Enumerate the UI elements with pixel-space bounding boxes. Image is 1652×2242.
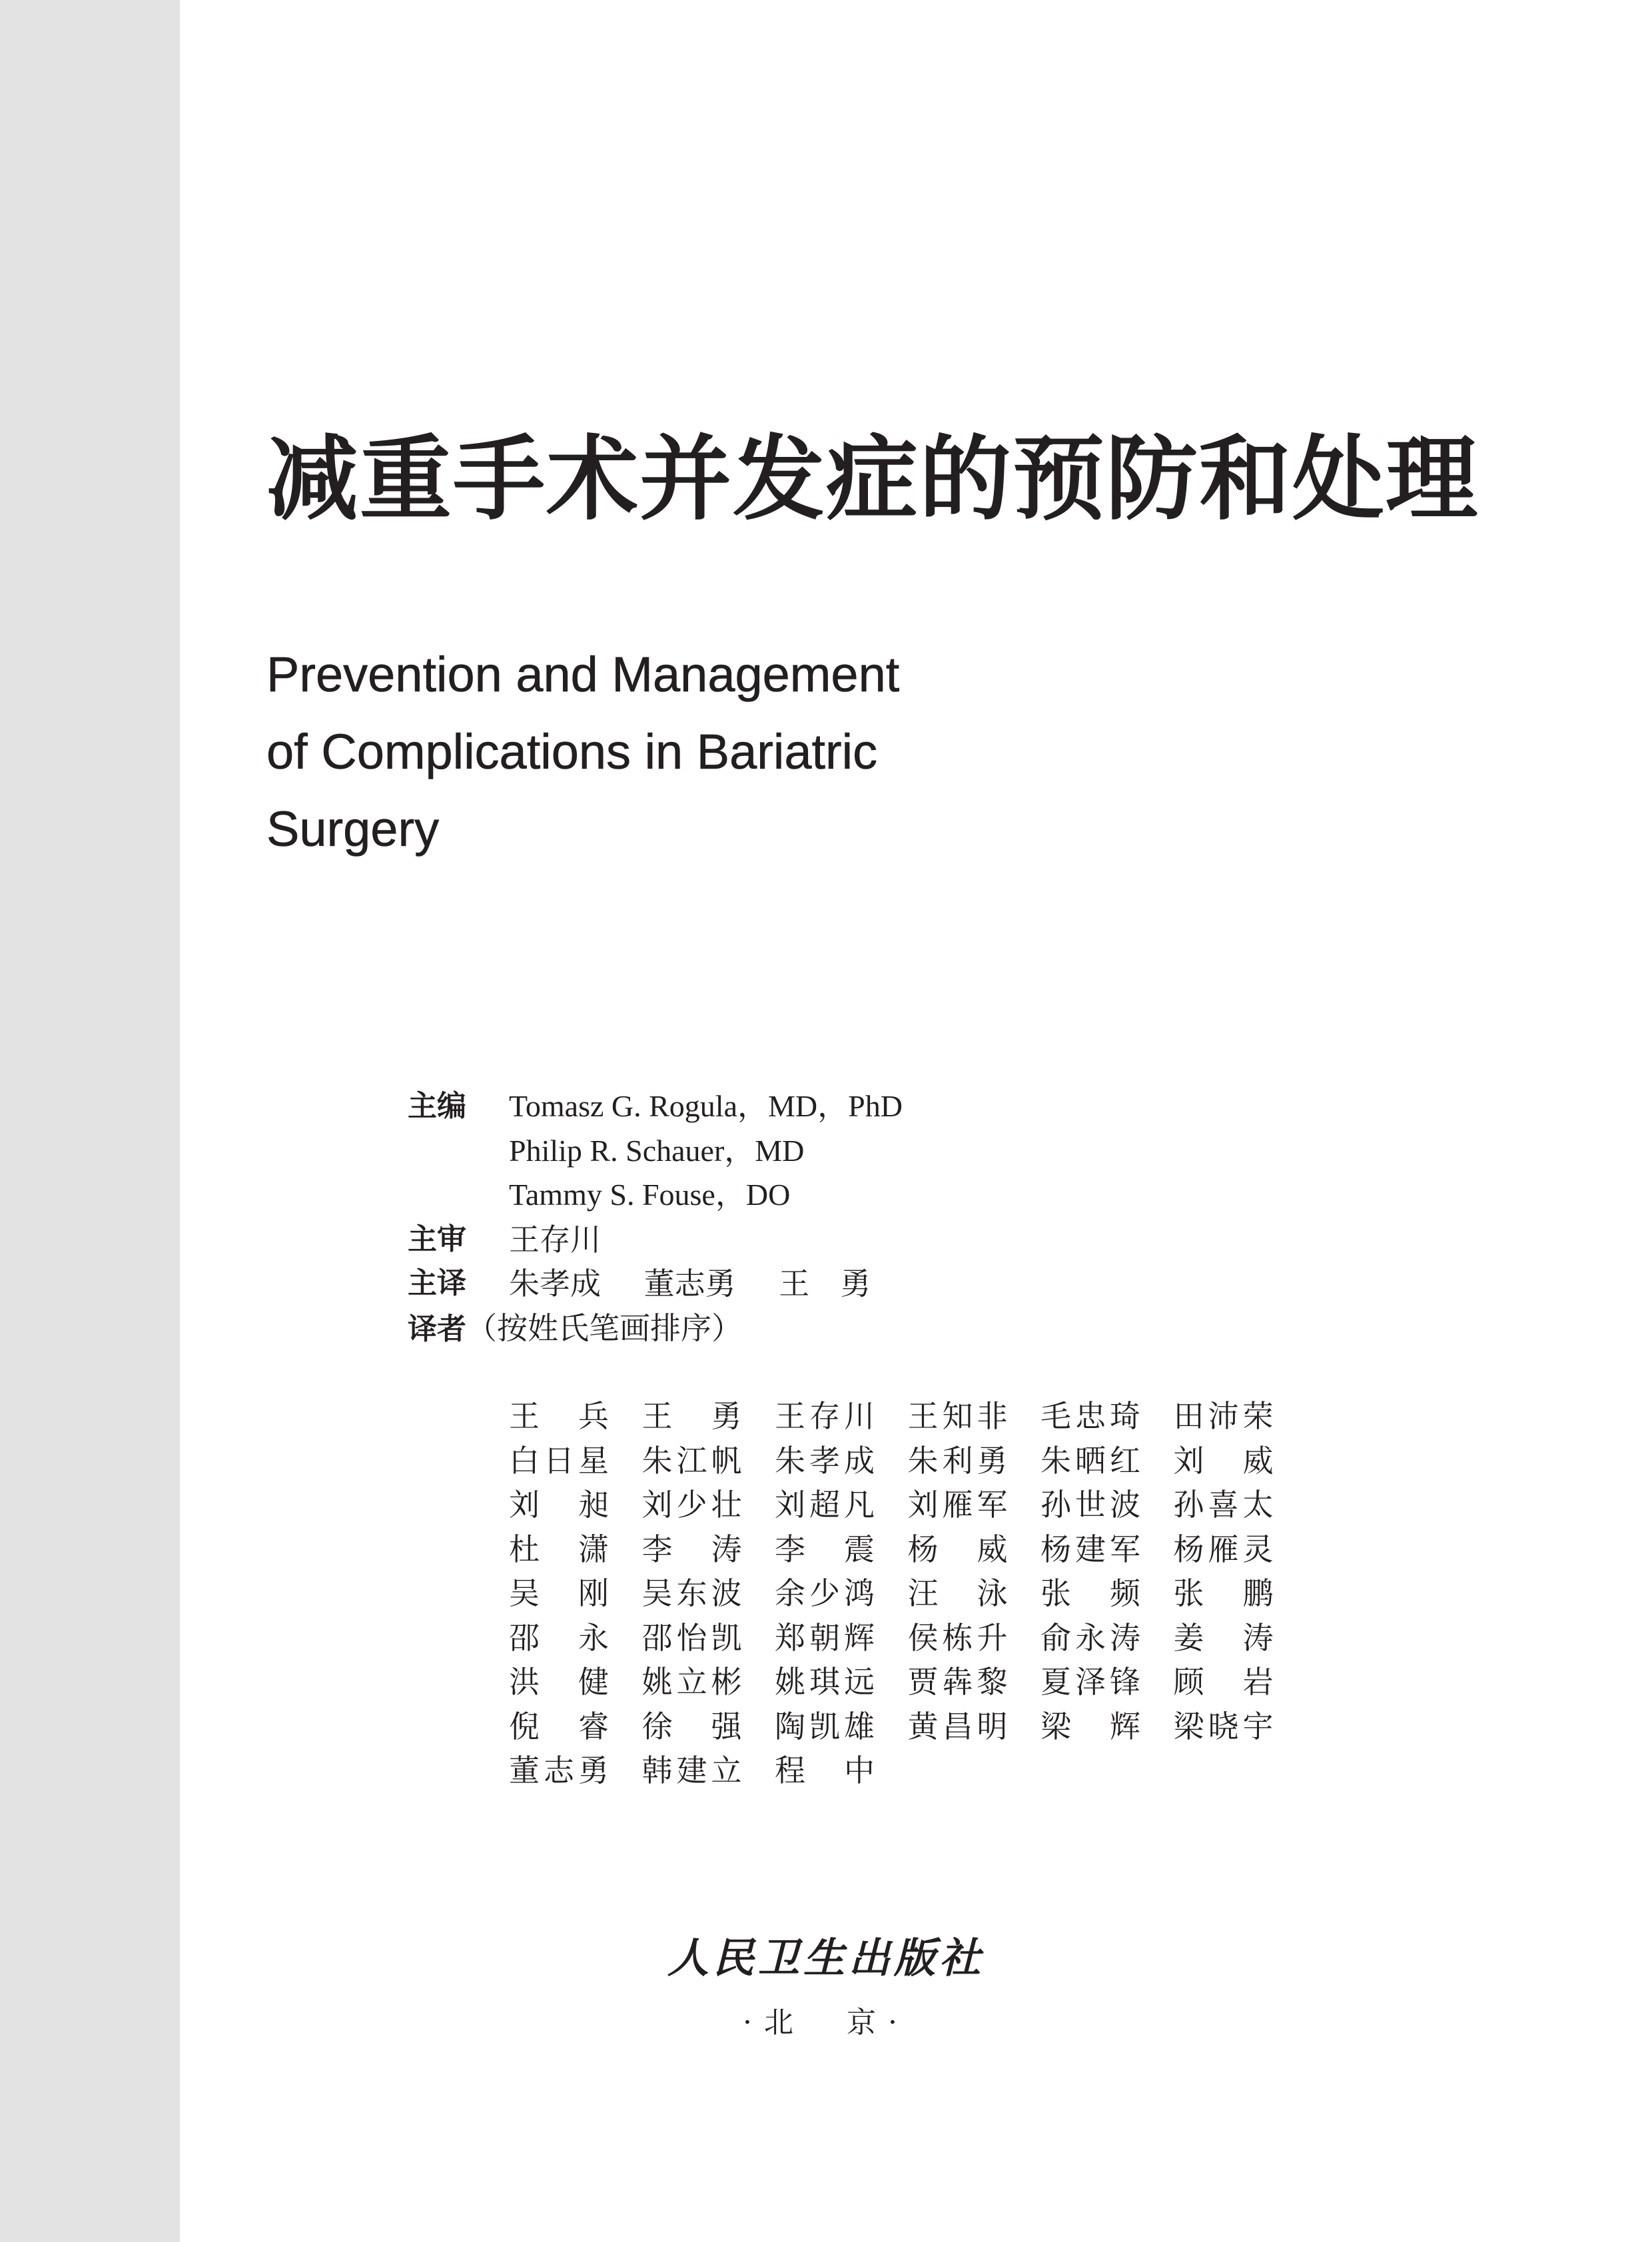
- translator-name: 杜 潇: [509, 1531, 609, 1567]
- reviewer-row: [408, 1218, 1340, 1262]
- translator-name: 顾 岩: [1173, 1664, 1274, 1700]
- credits-block: [408, 1084, 1340, 1788]
- translators-note: （按姓氏笔画排序）: [466, 1309, 742, 1346]
- translator-name: 洪 健: [509, 1664, 609, 1700]
- chief-translators-row: [408, 1262, 1340, 1306]
- editor-name-3: Tammy S. Fouse，DO: [509, 1178, 791, 1212]
- translator-name: 刘 昶: [509, 1487, 609, 1523]
- translator-name: 田沛荣: [1173, 1398, 1274, 1434]
- translator-name: 李 震: [775, 1531, 875, 1567]
- english-title-line-3: Surgery: [266, 801, 440, 857]
- chief-translator-2: 董志勇: [643, 1266, 736, 1302]
- translator-name: 梁 辉: [1040, 1708, 1140, 1744]
- translator-name: 夏泽锋: [1040, 1664, 1140, 1700]
- translator-name: 朱利勇: [907, 1442, 1008, 1479]
- chief-translator-1: 朱孝成: [509, 1266, 601, 1302]
- translator-name: 张 频: [1040, 1575, 1140, 1611]
- translator-name: 贾犇黎: [907, 1664, 1008, 1700]
- translator-name: 侯栋升: [907, 1619, 1008, 1656]
- chief-translator-3: 王 勇: [779, 1266, 871, 1302]
- translator-name: 陶凯雄: [775, 1708, 875, 1744]
- translator-name: 黄昌明: [907, 1708, 1008, 1744]
- translator-name: 吴东波: [641, 1575, 742, 1611]
- translator-name: 张 鹏: [1173, 1575, 1274, 1611]
- translators-grid: [509, 1394, 1306, 1793]
- translator-name: 刘少壮: [641, 1487, 742, 1523]
- translator-name: 杨 威: [907, 1531, 1008, 1567]
- translator-name: 姜 涛: [1173, 1619, 1274, 1656]
- publisher-city: ·北 京·: [743, 2006, 909, 2040]
- translator-name: 俞永涛: [1040, 1619, 1140, 1656]
- translator-name: 董志勇: [509, 1752, 609, 1788]
- translator-name: 刘超凡: [775, 1487, 875, 1523]
- editors-row-2: [408, 1129, 1340, 1174]
- translator-name: 杨建军: [1040, 1531, 1140, 1567]
- translators-label-row: [408, 1306, 1340, 1351]
- left-margin-strip: [0, 0, 180, 2242]
- reviewer-label: 主审: [408, 1222, 466, 1256]
- translator-name: 吴 刚: [509, 1575, 609, 1611]
- translator-name: 刘 威: [1173, 1442, 1274, 1479]
- translator-name: 梁晓宇: [1173, 1708, 1274, 1744]
- translator-name: 王 勇: [641, 1398, 742, 1434]
- translator-name: 郑朝辉: [775, 1619, 875, 1656]
- translator-name: 王知非: [907, 1398, 1008, 1434]
- editors-row-1: [408, 1084, 1340, 1129]
- translator-name: 李 涛: [641, 1531, 742, 1567]
- chinese-title: 减重手术并发症的预防和处理: [266, 426, 1479, 533]
- translator-name: 邵怡凯: [641, 1619, 742, 1656]
- translator-name: 王存川: [775, 1398, 875, 1434]
- translator-name: 余少鸿: [775, 1575, 875, 1611]
- publisher-name: 人民卫生出版社: [667, 1934, 985, 1982]
- editors-label: 主编: [408, 1089, 466, 1123]
- chief-translators-names: [509, 1262, 904, 1306]
- english-title-line-1: Prevention and Management: [266, 647, 900, 702]
- editors-row-3: [408, 1173, 1340, 1218]
- english-title: [266, 636, 899, 868]
- translators-label-text: 译者: [408, 1311, 466, 1346]
- translator-name: 姚立彬: [641, 1664, 742, 1700]
- translator-name: 朱江帆: [641, 1442, 742, 1479]
- translator-name: 朱晒红: [1040, 1442, 1140, 1479]
- translator-name: 徐 强: [641, 1708, 742, 1744]
- editor-name-1: Tomasz G. Rogula，MD，PhD: [509, 1089, 903, 1123]
- translator-name: 刘雁军: [907, 1487, 1008, 1523]
- translator-name: 白日星: [509, 1442, 609, 1479]
- translator-name: 王 兵: [509, 1398, 609, 1434]
- reviewer-name: 王存川: [509, 1221, 601, 1258]
- translator-name: 毛忠琦: [1040, 1398, 1140, 1434]
- editor-name-2: Philip R. Schauer，MD: [509, 1133, 805, 1168]
- translator-name: 朱孝成: [775, 1442, 875, 1479]
- translator-name: 邵 永: [509, 1619, 609, 1656]
- translator-name: 韩建立: [641, 1752, 742, 1788]
- chief-translators-label: 主译: [408, 1266, 466, 1300]
- english-title-line-2: of Complications in Bariatric: [266, 724, 878, 779]
- translator-name: 汪 泳: [907, 1575, 1008, 1611]
- translator-name: 孙喜太: [1173, 1487, 1274, 1523]
- translators-label: [408, 1306, 742, 1352]
- translator-name: 姚琪远: [775, 1664, 875, 1700]
- translator-name: 程 中: [775, 1752, 875, 1788]
- translator-name: 孙世波: [1040, 1487, 1140, 1523]
- translator-name: 杨雁灵: [1173, 1531, 1274, 1567]
- translator-name: 倪 睿: [509, 1708, 609, 1744]
